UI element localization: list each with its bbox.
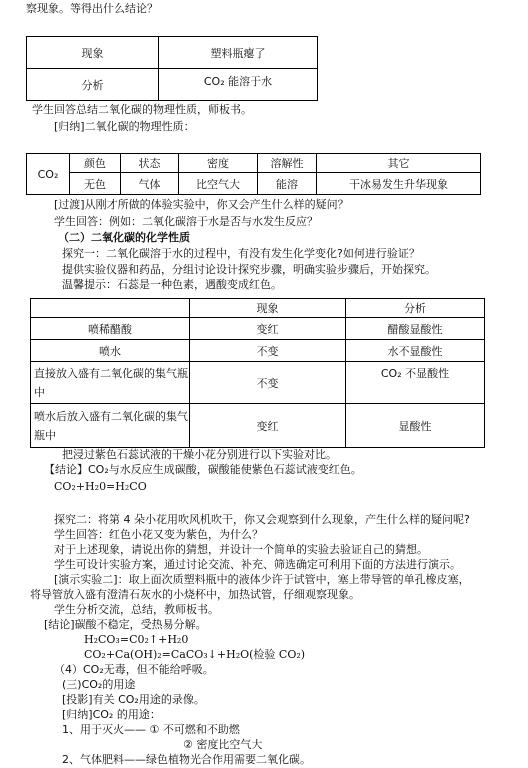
phenomenon-analysis-table <box>26 36 318 101</box>
table-cell: 变红 <box>190 318 346 340</box>
table-cell: CO₂ 能溶于水 <box>159 69 318 101</box>
section-2-title: （二）二氧化碳的化学性质 <box>58 231 190 244</box>
table-cell: 喷稀醋酸 <box>31 318 190 340</box>
table-cell: 水不显酸性 <box>346 340 485 362</box>
student-answer-line: 学生回答：例如：二氧化碳溶于水是否与水发生反应？ <box>54 215 318 228</box>
equation-2: H₂CO₃=C0₂↑+H₂0 <box>84 633 189 646</box>
summary-2-line: 学生分析交流，总结，教师板书。 <box>54 603 219 616</box>
table-cell: CO₂ 不显酸性 <box>346 362 485 404</box>
table-cell: 不变 <box>190 362 346 404</box>
conclusion-2-line: [结论]碳酸不稳定，受热易分解。 <box>44 618 207 631</box>
table-cell: 喷水 <box>31 340 190 362</box>
table-cell: 现象 <box>27 37 159 69</box>
table-cell: 直接放入盛有二氧化碳的集气瓶中 <box>31 362 190 404</box>
explore-2-line: 探究二：将第 4 朵小花用吹风机吹干，你又会观察到什么现象，产生什么样的疑问呢? <box>54 513 470 526</box>
table-cell: 塑料瓶瘪了 <box>159 37 318 69</box>
demo-line-1: [演示实验二]：取上面次质塑料瓶中的液体少许于试管中，塞上带导管的单孔橡皮塞， <box>54 573 470 586</box>
guina-physical-heading: [归纳]二氧化碳的物理性质： <box>54 120 195 133</box>
use-1-line-2: ② 密度比空气大 <box>183 738 263 751</box>
table-header: 颜色 <box>70 154 121 173</box>
table-header: 溶解性 <box>258 154 317 173</box>
table-header: 状态 <box>121 154 179 173</box>
student-answer-2-line: 学生回答：红色小花又变为紫色，为什么？ <box>54 528 263 541</box>
table-header: 现象 <box>190 299 346 318</box>
summary-line: 学生回答总结二氧化碳的物理性质，师板书。 <box>32 103 252 116</box>
table-header <box>31 299 190 318</box>
table-cell: 醋酸显酸性 <box>346 318 485 340</box>
table-cell: 无色 <box>70 173 121 195</box>
nontoxic-line: （4）CO₂无毒，但不能给呼吸。 <box>54 663 214 676</box>
equation-3: CO₂+Ca(OH)₂=CaCO₃↓+H₂O(检验 CO₂) <box>84 648 306 661</box>
equation-1: CO₂+H₂0=H₂CO <box>54 480 147 493</box>
table-cell: 变红 <box>190 404 346 448</box>
provide-line: 提供实验仪器和药品，分组讨论设计探究步骤，明确实验步骤后，开始探究。 <box>62 263 436 276</box>
table-header: 分析 <box>346 299 485 318</box>
use-1-line: 1、用于灭火—— ① 不可燃和不助燃 <box>62 723 240 736</box>
table-cell: 分析 <box>27 69 159 101</box>
experiment-table <box>30 298 485 448</box>
table-header: 其它 <box>317 154 481 173</box>
table-cell: 显酸性 <box>346 404 485 448</box>
use-2-line: 2、气体肥料——绿色植物光合作用需要二氧化碳。 <box>62 753 311 766</box>
physical-properties-table <box>26 153 481 195</box>
table-cell: 喷水后放入盛有二氧化碳的集气瓶中 <box>31 404 190 448</box>
transition-line: [过渡]从刚才所做的体验实验中，你又会产生什么样的疑问？ <box>54 198 349 211</box>
conclusion-line: 【结论】CO₂与水反应生成碳酸，碳酸能使紫色石蕊试液变红色。 <box>44 463 362 476</box>
demo-line-2: 将导管放入盛有澄清石灰水的小烧杯中，加热试管，仔细观察现象。 <box>30 588 360 601</box>
guess-line: 对于上述现象，请说出你的猜想，并设计一个简单的实验去验证自己的猜想。 <box>54 543 428 556</box>
table-header: 密度 <box>179 154 258 173</box>
compare-line: 把浸过紫色石蕊试液的干燥小花分别进行以下实验对比。 <box>62 448 337 461</box>
table-cell: CO₂ <box>27 154 70 195</box>
table-cell: 气体 <box>121 173 179 195</box>
explore-1-line: 探究一：二氧化碳溶于水的过程中，有没有发生化学变化?如何进行验证？ <box>62 247 420 260</box>
design-line: 学生可设计实验方案，通过讨论交流、补充、筛选确定可利用下面的方法进行演示。 <box>54 558 461 571</box>
guina-uses-heading: [归纳]CO₂ 的用途： <box>62 708 161 721</box>
video-line: [投影]有关 CO₂用途的录像。 <box>62 693 205 706</box>
hint-line: 温馨提示：石蕊是一种色素，遇酸变成红色。 <box>62 278 282 291</box>
table-cell: 干冰易发生升华现象 <box>317 173 481 195</box>
table-cell: 不变 <box>190 340 346 362</box>
intro-line: 察现象。等得出什么结论？ <box>26 2 158 15</box>
table-cell: 能溶 <box>258 173 317 195</box>
table-cell: 比空气大 <box>179 173 258 195</box>
section-3-title: (三)CO₂的用途 <box>62 678 136 691</box>
